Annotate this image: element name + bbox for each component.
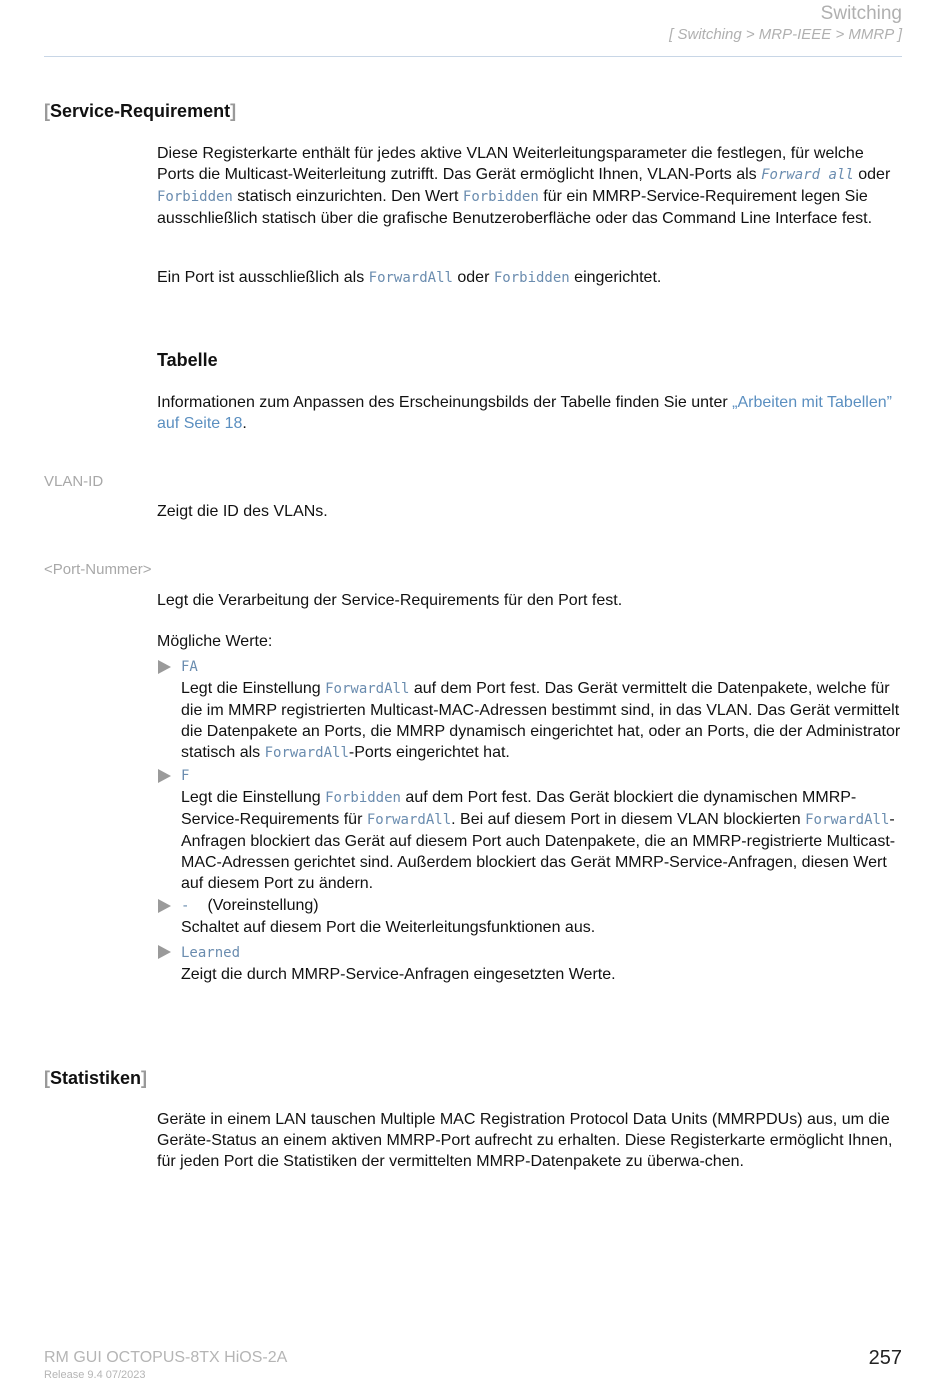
- text: oder: [853, 166, 891, 183]
- statistiken-paragraph: Geräte in einem LAN tauschen Multiple MAC Registration Protocol Data Units (MMRPDUs) aus, um die Geräte-Status an einem aktiven MMRP-Port aufrecht zu erhalten. Diese Registerkarte ermöglicht Ihnen, für jeden Port die Statistiken der vermittelten MMRP-Datenpakete zu überwa-chen.: [157, 1111, 893, 1170]
- bracket-close: ]: [230, 101, 237, 121]
- link-arbeiten-mit-tabellen[interactable]: „Arbeiten mit Tabellen” auf Seite 18: [157, 394, 892, 432]
- default-suffix: (Voreinstellung): [207, 897, 319, 914]
- bullet-triangle-icon: [158, 899, 171, 913]
- field-desc-port-nummer: Legt die Verarbeitung der Service-Requirements für den Port fest.: [157, 592, 623, 609]
- running-header-breadcrumb: [ Switching > MRP-IEEE > MMRP ]: [669, 26, 902, 43]
- header-divider: [44, 56, 902, 57]
- service-requirement-paragraph-2: [157, 267, 905, 289]
- text: Legt die Einstellung: [181, 789, 326, 806]
- code-forbidden: Forbidden: [462, 189, 539, 205]
- code-forwardall: ForwardAll: [805, 812, 890, 828]
- footer-release: Release 9.4 07/2023: [44, 1369, 146, 1381]
- section-heading-statistiken: [44, 1068, 147, 1089]
- bullet-triangle-icon: [158, 945, 171, 959]
- code-forbidden: Forbidden: [325, 790, 401, 806]
- text: auf dem Port fest. Das Gerät vermittelt die Datenpakete, welche für die im MMRP registrierten Multicast-MAC-Adressen bestimmt sind, in das VLAN. Das Gerät vermittelt die Datenpakete an Ports, die MMRP dynamisch eingerichtet hat, oder an Ports, die der Administrator statisch als: [181, 680, 901, 761]
- text: -Anfragen blockiert das Gerät auf diesem Port auch Datenpakete, die an MMRP-registrierte Multicast-MAC-Adressen gerichtet sind. Außerdem blockiert das Gerät MMRP-Service-Anfragen, diesen Wert auf diesem Port zu ändern.: [181, 811, 896, 892]
- bracket-open: [: [44, 1068, 50, 1088]
- bracket-close: ]: [141, 1068, 148, 1088]
- code-forbidden: Forbidden: [157, 189, 233, 205]
- value-desc-fa: [181, 678, 905, 764]
- section-heading-service-requirement: [44, 101, 236, 122]
- field-desc-vlan-id: Zeigt die ID des VLANs.: [157, 503, 328, 520]
- value-key-default: [181, 897, 319, 915]
- table-paragraph: [157, 392, 905, 434]
- bracket-open: [: [44, 101, 50, 121]
- page-number: 257: [868, 1347, 902, 1369]
- code-forwardall: ForwardAll: [264, 745, 349, 761]
- code-forwardall: ForwardAll: [366, 812, 452, 828]
- service-requirement-paragraph-1: [157, 143, 905, 229]
- code-forward-all: Forward all: [761, 167, 854, 183]
- code-forbidden: Forbidden: [493, 270, 570, 286]
- text: Legt die Einstellung: [181, 680, 326, 697]
- value-desc-learned: Zeigt die durch MMRP-Service-Anfragen eingesetzten Werte.: [181, 966, 616, 983]
- text: auf dem Port fest. Das Gerät blockiert die dynamischen MMRP-Service-Requirements für: [181, 789, 857, 828]
- text: . Bei auf diesem Port in diesem VLAN blockierten: [451, 811, 806, 828]
- value-key-f: F: [181, 768, 190, 784]
- text: Ein Port ist ausschließlich als: [157, 269, 369, 286]
- text: Informationen zum Anpassen des Erscheinungsbilds der Tabelle finden Sie unter: [157, 394, 733, 411]
- value-desc-f: [181, 787, 905, 894]
- text: -Ports eingerichtet hat.: [348, 744, 510, 761]
- code-forwardall: ForwardAll: [368, 270, 453, 286]
- running-header-title: Switching: [820, 3, 902, 24]
- section-title: Statistiken: [50, 1068, 142, 1088]
- bullet-triangle-icon: [158, 769, 171, 783]
- value-key-dash: -: [181, 898, 190, 914]
- bullet-triangle-icon: [158, 660, 171, 674]
- value-desc-default: Schaltet auf diesem Port die Weiterleitungsfunktionen aus.: [181, 919, 596, 936]
- footer-document-title: RM GUI OCTOPUS-8TX HiOS-2A: [44, 1349, 288, 1366]
- text: .: [242, 415, 247, 432]
- table-heading: Tabelle: [157, 350, 218, 370]
- text: für ein MMRP-Service-Requirement legen Sie ausschließlich statisch über die grafische Benutzeroberfläche oder das Command Line Interface fest.: [157, 188, 873, 227]
- text: eingerichtet.: [569, 269, 662, 286]
- field-label-port-nummer: <Port-Nummer>: [44, 561, 152, 578]
- code-forwardall: ForwardAll: [325, 681, 410, 697]
- text: statisch einzurichten. Den Wert: [232, 188, 463, 205]
- field-label-vlan-id: VLAN-ID: [44, 473, 104, 490]
- value-key-learned: Learned: [181, 945, 241, 961]
- text: Diese Registerkarte enthält für jedes aktive VLAN Weiterleitungsparameter die festlegen, für welche Ports die Multicast-Weiterleitung zutrifft. Das Gerät ermöglicht Ihnen, VLAN-Ports als: [157, 145, 864, 183]
- section-title: Service-Requirement: [50, 101, 231, 121]
- possible-values-label: Mögliche Werte:: [157, 633, 273, 650]
- text: oder: [452, 269, 494, 286]
- value-key-fa: FA: [181, 659, 198, 675]
